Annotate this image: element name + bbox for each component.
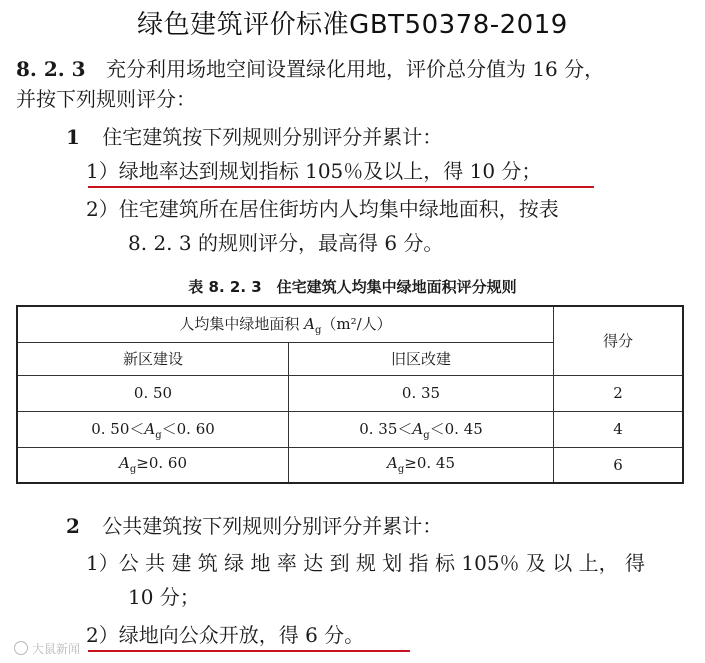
item1-sub2-number: 2） bbox=[86, 197, 119, 221]
item2-sub1-text-line1: 公 共 建 筑 绿 地 率 达 到 规 划 指 标 105％ 及 以 上， 得 bbox=[118, 551, 645, 575]
cell-new: $A_g\ge 0$. 60 bbox=[17, 447, 289, 483]
cell-score: 4 bbox=[554, 411, 684, 447]
clause-text-line1: 充分利用场地空间设置绿化用地，评价总分值为 16 分， bbox=[105, 57, 605, 81]
item1-sub1 bbox=[86, 158, 541, 184]
item2 bbox=[66, 513, 442, 539]
item2-sub2-number: 2） bbox=[86, 623, 119, 647]
table-row bbox=[17, 447, 683, 483]
item2-sub1-number: 1） bbox=[86, 551, 119, 575]
red-underline-2 bbox=[88, 650, 410, 652]
cell-new: 0. $50<A_g<0$. 60 bbox=[17, 411, 289, 447]
item1 bbox=[66, 124, 442, 150]
table-row bbox=[17, 375, 683, 411]
item1-sub2-text-line2: 8. 2. 3 的规则评分，最高得 6 分。 bbox=[128, 231, 444, 255]
watermark-logo-icon bbox=[14, 641, 28, 655]
cell-old: $A_g\ge 0$. 45 bbox=[289, 447, 554, 483]
clause-text-line2: 并按下列规则评分： bbox=[16, 87, 196, 111]
item1-text: 住宅建筑按下列规则分别评分并累计： bbox=[102, 125, 443, 149]
item2-sub2 bbox=[86, 622, 364, 648]
item2-sub2-text: 绿地向公众开放，得 6 分。 bbox=[118, 623, 365, 647]
item2-sub1-text-line2: 10 分； bbox=[128, 585, 200, 609]
item1-sub1-number: 1） bbox=[86, 159, 119, 183]
item1-sub1-text: 绿地率达到规划指标 105％及以上，得 10 分； bbox=[118, 159, 542, 183]
item1-sub2-text-line1: 住宅建筑所在居住街坊内人均集中绿地面积，按表 bbox=[118, 197, 559, 221]
header-old-district: 旧区改建 bbox=[289, 342, 554, 375]
table-row bbox=[17, 411, 683, 447]
scoring-table bbox=[16, 305, 684, 484]
table-caption: 表 8. 2. 3 住宅建筑人均集中绿地面积评分规则 bbox=[188, 278, 517, 296]
cell-old: 0. $35<A_g<0$. 45 bbox=[289, 411, 554, 447]
watermark: 大鼠新闻 bbox=[14, 640, 80, 657]
header-area: 人均集中绿地面积 $A_g(m^2/$人） bbox=[17, 306, 554, 342]
item2-text: 公共建筑按下列规则分别评分并累计： bbox=[102, 514, 443, 538]
item1-number: 1 bbox=[66, 125, 80, 149]
cell-new: 0. 50 bbox=[17, 375, 289, 411]
header-score: 得分 bbox=[554, 306, 684, 375]
symbol-a: A bbox=[304, 314, 315, 333]
table-header-row bbox=[17, 306, 683, 342]
item2-number: 2 bbox=[66, 514, 80, 538]
clause-number: 8. 2. 3 bbox=[16, 57, 86, 81]
header-new-district: 新区建设 bbox=[17, 342, 289, 375]
page-title: 绿色建筑评价标准GBT50378-2019 bbox=[137, 10, 568, 40]
cell-score: 6 bbox=[554, 447, 684, 483]
item1-sub2 bbox=[86, 196, 559, 222]
item2-sub1 bbox=[86, 550, 645, 576]
clause-line1 bbox=[16, 56, 604, 82]
cell-old: 0. 35 bbox=[289, 375, 554, 411]
cell-score: 2 bbox=[554, 375, 684, 411]
red-underline-1 bbox=[88, 186, 594, 188]
